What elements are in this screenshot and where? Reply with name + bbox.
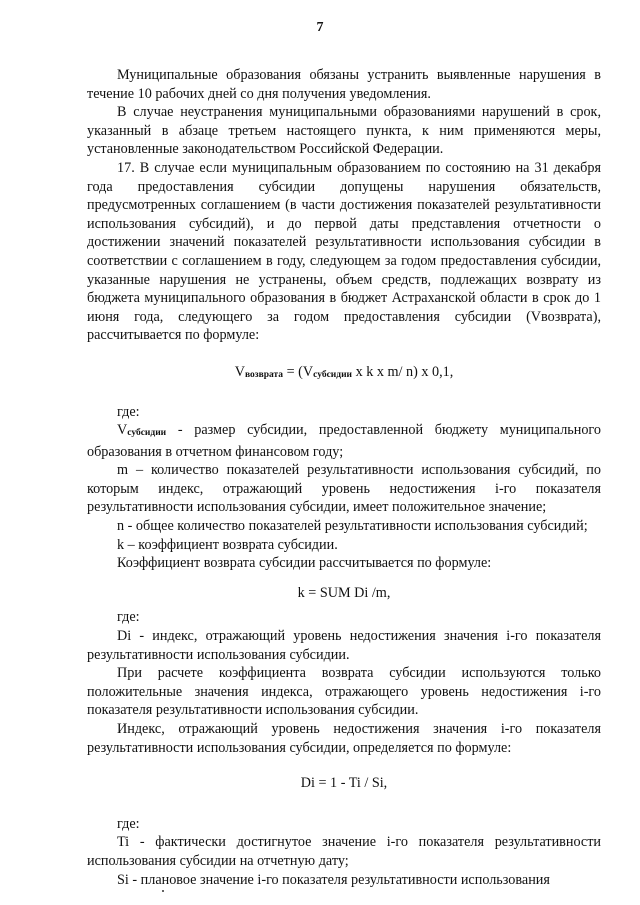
definition-di — [87, 627, 601, 664]
paragraph-violations-fix: Муниципальные образования обязаны устранить выявленные нарушения в течение 10 рабочих дней со дня получения уведомления. — [87, 67, 601, 102]
definition-k: k – коэффициент возврата субсидии. — [117, 536, 338, 553]
formula-tail: x k x m/ n) x 0,1, — [352, 363, 454, 380]
def-d-text: i - индекс, отражающий уровень недостижения значения i-го показателя результативности использования субсидии. — [87, 628, 601, 663]
definition-m: m – количество показателей результативности использования субсидий, по которым индекс, отражающий уровень недостижения i-го показателя результативности использования субсидии, имеет положительное значение; — [87, 462, 601, 516]
def-d-letter: D — [117, 628, 128, 645]
label-where-2: где: — [117, 609, 140, 626]
formula-sub-vozvrata: возврата — [244, 369, 284, 380]
label-where-1: где: — [117, 403, 140, 420]
document-body — [87, 66, 601, 889]
page-number: 7 — [316, 20, 324, 35]
def-v-text: - размер субсидии, предоставленной бюджету муниципального образования в отчетном финансовом году; — [87, 422, 601, 460]
definition-ti: Ti - фактически достигнутое значение i-го показателя результативности использования субсидии на отчетную дату; — [87, 834, 601, 869]
paragraph-positive-values: При расчете коэффициента возврата субсидии используются только положительные значения индекса, отражающего уровень недостижения i-го показателя результативности использования субсидии. — [87, 665, 601, 719]
paragraph-k-intro: Коэффициент возврата субсидии рассчитывается по формуле: — [117, 555, 492, 572]
def-v-sub: субсидии — [127, 428, 167, 439]
label-where-3: где: — [117, 815, 140, 832]
formula-coefficient-k: k = SUM Di /m, — [297, 584, 391, 601]
formula-return-volume — [87, 363, 601, 385]
def-v-letter: V — [117, 422, 128, 439]
paragraph-index-intro: Индекс, отражающий уровень недостижения значения i-го показателя результативности использования субсидии, определяется по формуле: — [87, 721, 601, 756]
formula-index-di: Di = 1 - Ti / Si, — [300, 775, 388, 792]
formula-mid: = (V — [283, 363, 314, 380]
definition-n: n - общее количество показателей результативности использования субсидий; — [117, 518, 588, 535]
scan-speck — [162, 890, 164, 892]
formula-sub-subsidii: субсидии — [313, 369, 353, 380]
definition-si: Si - плановое значение i-го показателя результативности использования — [117, 871, 550, 888]
paragraph-item-17: 17. В случае если муниципальным образованием по состоянию на 31 декабря года предоставления субсидии допущены нарушения обязательств, предусмотренных соглашением (в части достижения показателей результативности использования субсидий), и до первой даты представления отчетности о достижении значений показателей результативности использования субсидии в соответствии с соглашением в году, следующем за годом предоставления субсидии, указанные нарушения не устранены, объем средств, подлежащих возврату из бюджета муниципального образования в бюджет Астраханской области в срок до 1 июня года, следующего за годом предоставления субсидии (Vвозврата), рассчитывается по формуле: — [87, 159, 601, 344]
paragraph-measures: В случае неустранения муниципальными образованиями нарушений в срок, указанный в абзаце третьем настоящего пункта, к ним применяются меры, установленные законодательством Российской Федерации. — [87, 104, 601, 158]
definition-v-subsidy — [87, 421, 601, 461]
formula-v-letter: V — [234, 363, 245, 380]
